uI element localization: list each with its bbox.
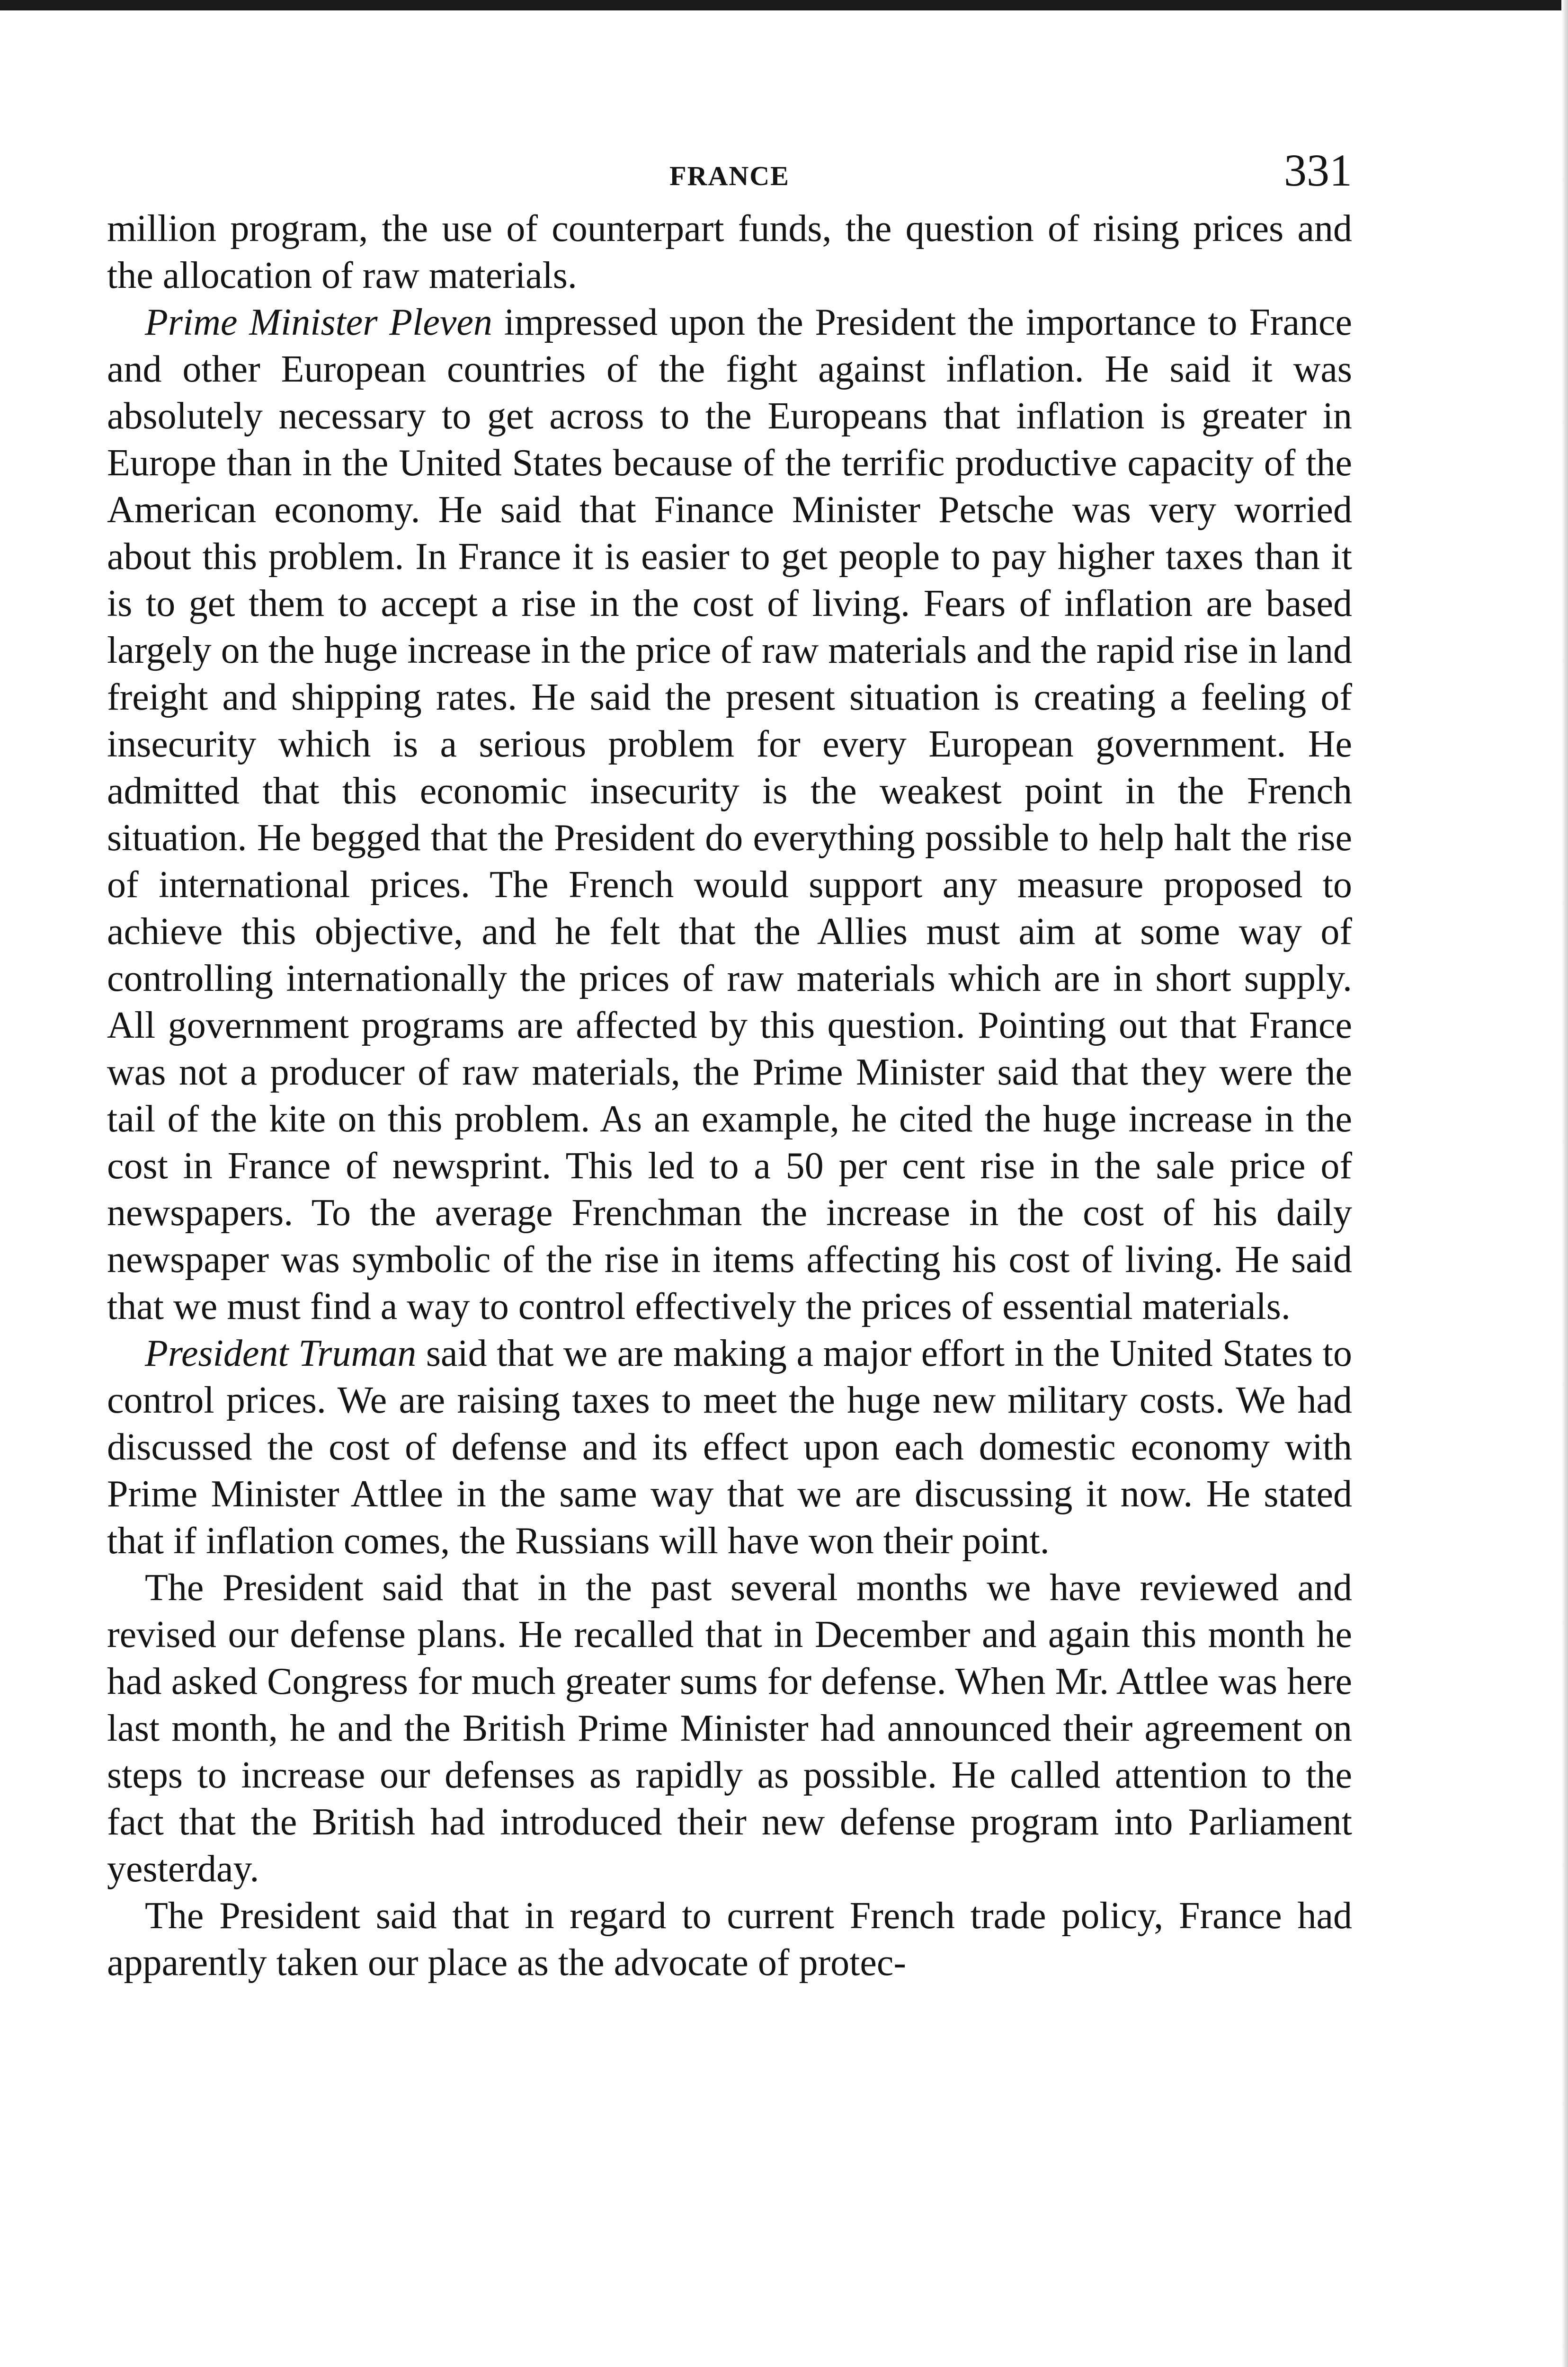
paragraph-4-text: The President said that in the past several months we have reviewed and revised our defense plans. He recalled that in December and again this month he had asked Congress for much greater sums for defense. When Mr. Attlee was here last month, he and the British Prime Minister had announced their agreement on steps to increase our defenses as rapidly as possible. He called attention to the fact that the British had introduced their new defense program into Parliament yesterday. — [107, 1567, 1352, 1890]
paragraph-2 — [107, 299, 1352, 1330]
speaker-pleven: Prime Minister Pleven — [145, 302, 492, 343]
right-scan-edge — [1561, 0, 1568, 2367]
paragraph-5-text: The President said that in regard to current French trade policy, France had apparently taken our place as the advocate of protec- — [107, 1895, 1352, 1984]
body-text — [107, 205, 1352, 1986]
document-page — [107, 142, 1352, 1986]
page-number: 331 — [1284, 145, 1352, 196]
running-head-title: FRANCE — [669, 160, 790, 191]
speaker-truman: President Truman — [145, 1333, 417, 1374]
paragraph-2-text: impressed upon the President the importance to France and other European countries of the fight against inflation. He said it was absolutely necessary to get across to the Europeans that inflation is greater in Europe than in the United States because of the terrific productive capacity of the American economy. He said that Finance Minister Petsche was very worried about this problem. In France it is easier to get people to pay higher taxes than it is to get them to accept a rise in the cost of living. Fears of inflation are based largely on the huge increase in the price of raw materials and the rapid rise in land freight and shipping rates. He said the present situation is creating a feeling of insecurity which is a serious problem for every European government. He admitted that this economic insecurity is the weakest point in the French situation. He begged that the President do everything possible to help halt the rise of international prices. The French would support any measure proposed to achieve this objective, and he felt that the Allies must aim at some way of controlling internationally the prices of raw materials which are in short supply. All government programs are affected by this question. Pointing out that France was not a producer of raw materials, the Prime Minister said that they were the tail of the kite on this problem. As an example, he cited the huge increase in the cost in France of newsprint. This led to a 50 per cent rise in the sale price of newspapers. To the average Frenchman the increase in the cost of his daily newspaper was symbolic of the rise in items affecting his cost of living. He said that we must find a way to control effectively the prices of essential materials. — [107, 302, 1353, 1327]
running-head — [107, 142, 1352, 199]
paragraph-4 — [107, 1565, 1352, 1893]
paragraph-5 — [107, 1893, 1352, 1986]
paragraph-1-text: million program, the use of counterpart funds, the question of rising prices and the allocation of raw materials. — [107, 208, 1352, 296]
paragraph-1 — [107, 205, 1352, 299]
top-scan-border — [0, 0, 1568, 10]
paragraph-3-text: said that we are making a major effort in the United States to control prices. We are raising taxes to meet the huge new military costs. We had discussed the cost of defense and its effect upon each domestic economy with Prime Minister Attlee in the same way that we are discussing it now. He stated that if inflation comes, the Russians will have won their point. — [107, 1333, 1352, 1562]
paragraph-3 — [107, 1330, 1352, 1565]
